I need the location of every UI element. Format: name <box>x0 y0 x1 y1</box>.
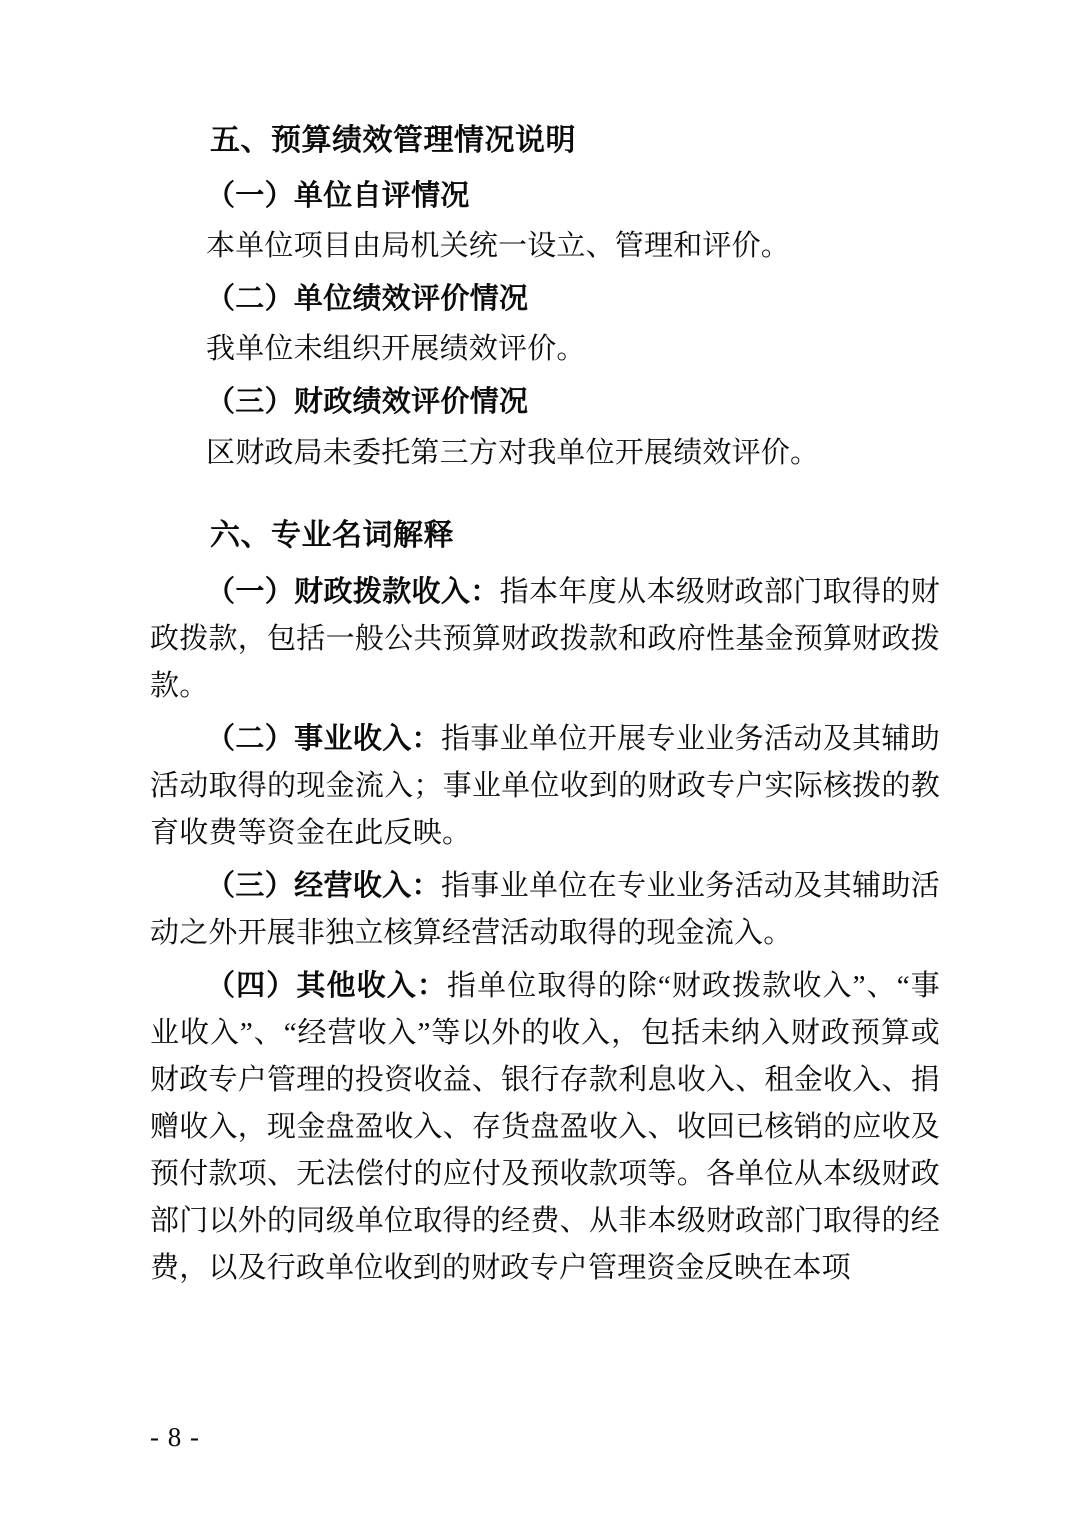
term-label-4: （四）其他收入： <box>206 969 448 1002</box>
term-label-2: （二）事业收入： <box>206 722 441 755</box>
term-text-2: 指事业单位开展专业业务活动及其辅助活动取得的现金流入；事业单位收到的财政专户实际核拨的教育收费等资金在此反映。 <box>150 722 940 849</box>
term-paragraph-4 <box>150 963 940 1292</box>
term-paragraph-2 <box>150 716 940 857</box>
paragraph-fiscal-performance-evaluation: 区财政局未委托第三方对我单位开展绩效评价。 <box>206 436 820 469</box>
term-paragraph-3 <box>150 863 940 957</box>
term-text-4: 指单位取得的除“财政拨款收入”、“事业收入”、“经营收入”等以外的收入，包括未纳入财政预算或财政专户管理的投资收益、银行存款利息收入、租金收入、捐赠收入，现金盘盈收入、存货盘盈收入、收回已核销的应收及预付款项、无法偿付的应付及预收款项等。各单位从本级财政部门以外的同级单位取得的经费、从非本级财政部门取得的经费，以及行政单位收到的财政专户管理资金反映在本项 <box>150 969 940 1284</box>
term-label-1: （一）财政拨款收入： <box>206 576 500 609</box>
term-paragraph-1 <box>150 569 940 710</box>
subsection-heading-1: （一）单位自评情况 <box>206 179 470 212</box>
subsection-heading-2: （二）单位绩效评价情况 <box>206 282 529 315</box>
section-spacer <box>150 483 940 493</box>
section-heading-five: 五、预算绩效管理情况说明 <box>210 124 576 157</box>
page-number: - 8 - <box>150 1422 200 1452</box>
paragraph-unit-performance-evaluation: 我单位未组织开展绩效评价。 <box>206 333 586 366</box>
page-content <box>150 118 940 1298</box>
subsection-heading-3: （三）财政绩效评价情况 <box>206 386 529 419</box>
term-label-3: （三）经营收入： <box>206 869 441 902</box>
term-text-1: 指本年度从本级财政部门取得的财政拨款，包括一般公共预算财政拨款和政府性基金预算财政拨款。 <box>150 576 940 703</box>
term-text-3: 指事业单位在专业业务活动及其辅助活动之外开展非独立核算经营活动取得的现金流入。 <box>150 869 940 949</box>
section-heading-six: 六、专业名词解释 <box>210 518 454 552</box>
paragraph-self-evaluation: 本单位项目由局机关统一设立、管理和评价。 <box>206 229 791 262</box>
